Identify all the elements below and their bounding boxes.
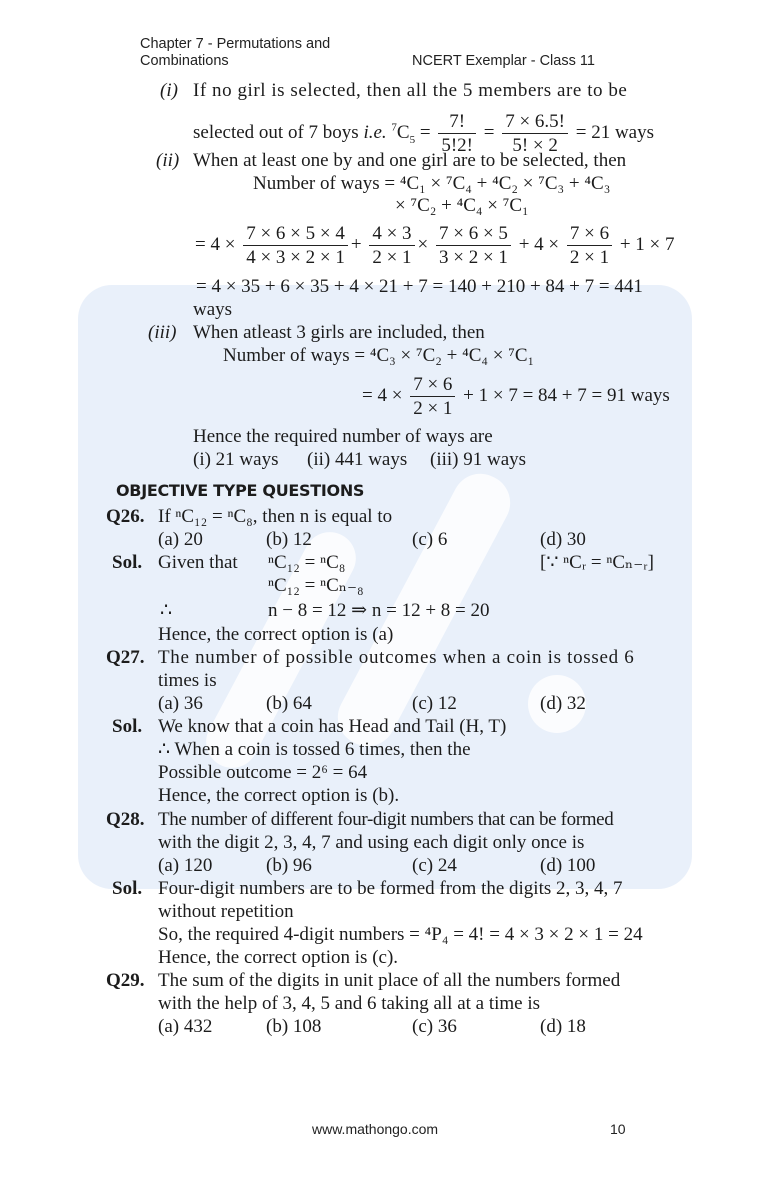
q28-text-line1: The number of different four-digit numbers that can be formed (158, 809, 614, 830)
answer-ii: (ii) 441 ways (307, 449, 408, 470)
section-title: OBJECTIVE TYPE QUESTIONS (116, 481, 365, 500)
part-ii-ways-line2: × ⁷C₂ + ⁴C₄ × ⁷C₁ (395, 195, 529, 216)
q26-sol-given: Given that (158, 552, 238, 573)
page-number: 10 (610, 1121, 626, 1137)
q26-text: If ⁿC₁₂ = ⁿC₈, then n is equal to (158, 506, 393, 527)
answer-i: (i) 21 ways (193, 449, 279, 470)
q26-sol-eq3: n − 8 = 12 ⇒ n = 12 + 8 = 20 (268, 600, 490, 621)
q29-text-line1: The sum of the digits in unit place of all the numbers formed (158, 970, 621, 991)
part-iii-label: (iii) (148, 322, 177, 343)
part-iii-calc: = 4 × $\frac{7 \times 6}{2 \times 1}$ + 1 × 7 = 84 + 7 = 91 ways (362, 374, 670, 420)
part-ii-calc: = 4 × $\frac{7 \times 6 \times 5 \times 4}{4 \times 3 \times 2 \times 1}$ + $\frac{4 \times 3}{2 \times 1}$ × $\frac{7 \times 6 \times 5}{3 \times 2 \times 1}$ + 4 × $\frac{7 \times 6}{2 \times 1}$ + 1 × 7 (195, 223, 675, 269)
q26-option-a: (a) 20 (158, 529, 203, 550)
q27-sol-line3: Possible outcome = 2⁶ = 64 (158, 762, 368, 783)
q29-option-b: (b) 108 (266, 1016, 322, 1037)
q26-sol-identity: [∵ ⁿCᵣ = ⁿCₙ₋ᵣ] (540, 552, 654, 573)
q27-sol-label: Sol. (112, 716, 143, 737)
q27-option-d: (d) 32 (540, 693, 586, 714)
q28-sol-label: Sol. (112, 878, 143, 899)
q26-number: Q26. (106, 506, 145, 527)
part-iii-line1: When atleast 3 girls are included, then (193, 322, 485, 343)
q28-text-line2: with the digit 2, 3, 4, 7 and using each digit only once is (158, 832, 585, 853)
q26-option-b: (b) 12 (266, 529, 312, 550)
q29-option-a: (a) 432 (158, 1016, 213, 1037)
q26-option-c: (c) 6 (412, 529, 448, 550)
q27-option-a: (a) 36 (158, 693, 203, 714)
q29-option-c: (c) 36 (412, 1016, 457, 1037)
conclusion: Hence the required number of ways are (193, 426, 493, 447)
answer-iii: (iii) 91 ways (430, 449, 527, 470)
q26-sol-eq1: ⁿC₁₂ = ⁿC₈ (268, 552, 346, 573)
q28-option-a: (a) 120 (158, 855, 213, 876)
q26-sol-conclusion: Hence, the correct option is (a) (158, 624, 394, 645)
q26-option-d: (d) 30 (540, 529, 586, 550)
q28-sol-line4: Hence, the correct option is (c). (158, 947, 399, 968)
q28-number: Q28. (106, 809, 145, 830)
part-i-label: (i) (160, 80, 178, 101)
q27-option-c: (c) 12 (412, 693, 457, 714)
q26-sol-eq2: ⁿC₁₂ = ⁿCₙ₋₈ (268, 575, 364, 596)
part-i-line1: If no girl is selected, then all the 5 members are to be (193, 80, 628, 101)
q27-sol-line4: Hence, the correct option is (b). (158, 785, 400, 806)
q28-option-d: (d) 100 (540, 855, 596, 876)
q28-sol-line3: So, the required 4-digit numbers = ⁴P₄ = 4! = 4 × 3 × 2 × 1 = 24 (158, 924, 643, 945)
part-ii-ways-line1: Number of ways = ⁴C₁ × ⁷C₄ + ⁴C₂ × ⁷C₃ + ⁴C₃ (253, 173, 611, 194)
footer-website-link[interactable]: www.mathongo.com (312, 1121, 439, 1137)
q27-sol-line1: We know that a coin has Head and Tail (H, T) (158, 716, 507, 737)
q27-number: Q27. (106, 647, 145, 668)
q27-sol-line2: ∴ When a coin is tossed 6 times, then the (158, 739, 471, 760)
q26-sol-label: Sol. (112, 552, 143, 573)
part-ii-sum: = 4 × 35 + 6 × 35 + 4 × 21 + 7 = 140 + 210 + 84 + 7 = 441 (196, 276, 643, 297)
part-iii-ways: Number of ways = ⁴C₃ × ⁷C₂ + ⁴C₄ × ⁷C₁ (223, 345, 535, 366)
part-ii-label: (ii) (156, 150, 180, 171)
q29-option-d: (d) 18 (540, 1016, 586, 1037)
q29-text-line2: with the help of 3, 4, 5 and 6 taking all at a time is (158, 993, 541, 1014)
q28-option-c: (c) 24 (412, 855, 457, 876)
q27-text-line1: The number of possible outcomes when a coin is tossed 6 (158, 647, 635, 668)
part-ii-ways-word: ways (193, 299, 233, 320)
q29-number: Q29. (106, 970, 145, 991)
q27-text-line2: times is (158, 670, 217, 691)
q28-sol-line1: Four-digit numbers are to be formed from the digits 2, 3, 4, 7 (158, 878, 623, 899)
q27-option-b: (b) 64 (266, 693, 312, 714)
chapter-title-line1: Chapter 7 - Permutations and (140, 36, 331, 52)
part-ii-line1: When at least one by and one girl are to be selected, then (193, 150, 627, 171)
q28-sol-line2: without repetition (158, 901, 294, 922)
part-i-line2: selected out of 7 boys i.e. $^7C_5$ = $\frac{7!}{5!2!}$ = $\frac{7 \times 6.5!}{5! \times 2}$ = 21 ways (193, 111, 654, 157)
book-title: NCERT Exemplar - Class 11 (412, 53, 595, 69)
chapter-title-line2: Combinations (140, 53, 229, 69)
therefore-symbol: ∴ (160, 600, 173, 621)
q28-option-b: (b) 96 (266, 855, 312, 876)
